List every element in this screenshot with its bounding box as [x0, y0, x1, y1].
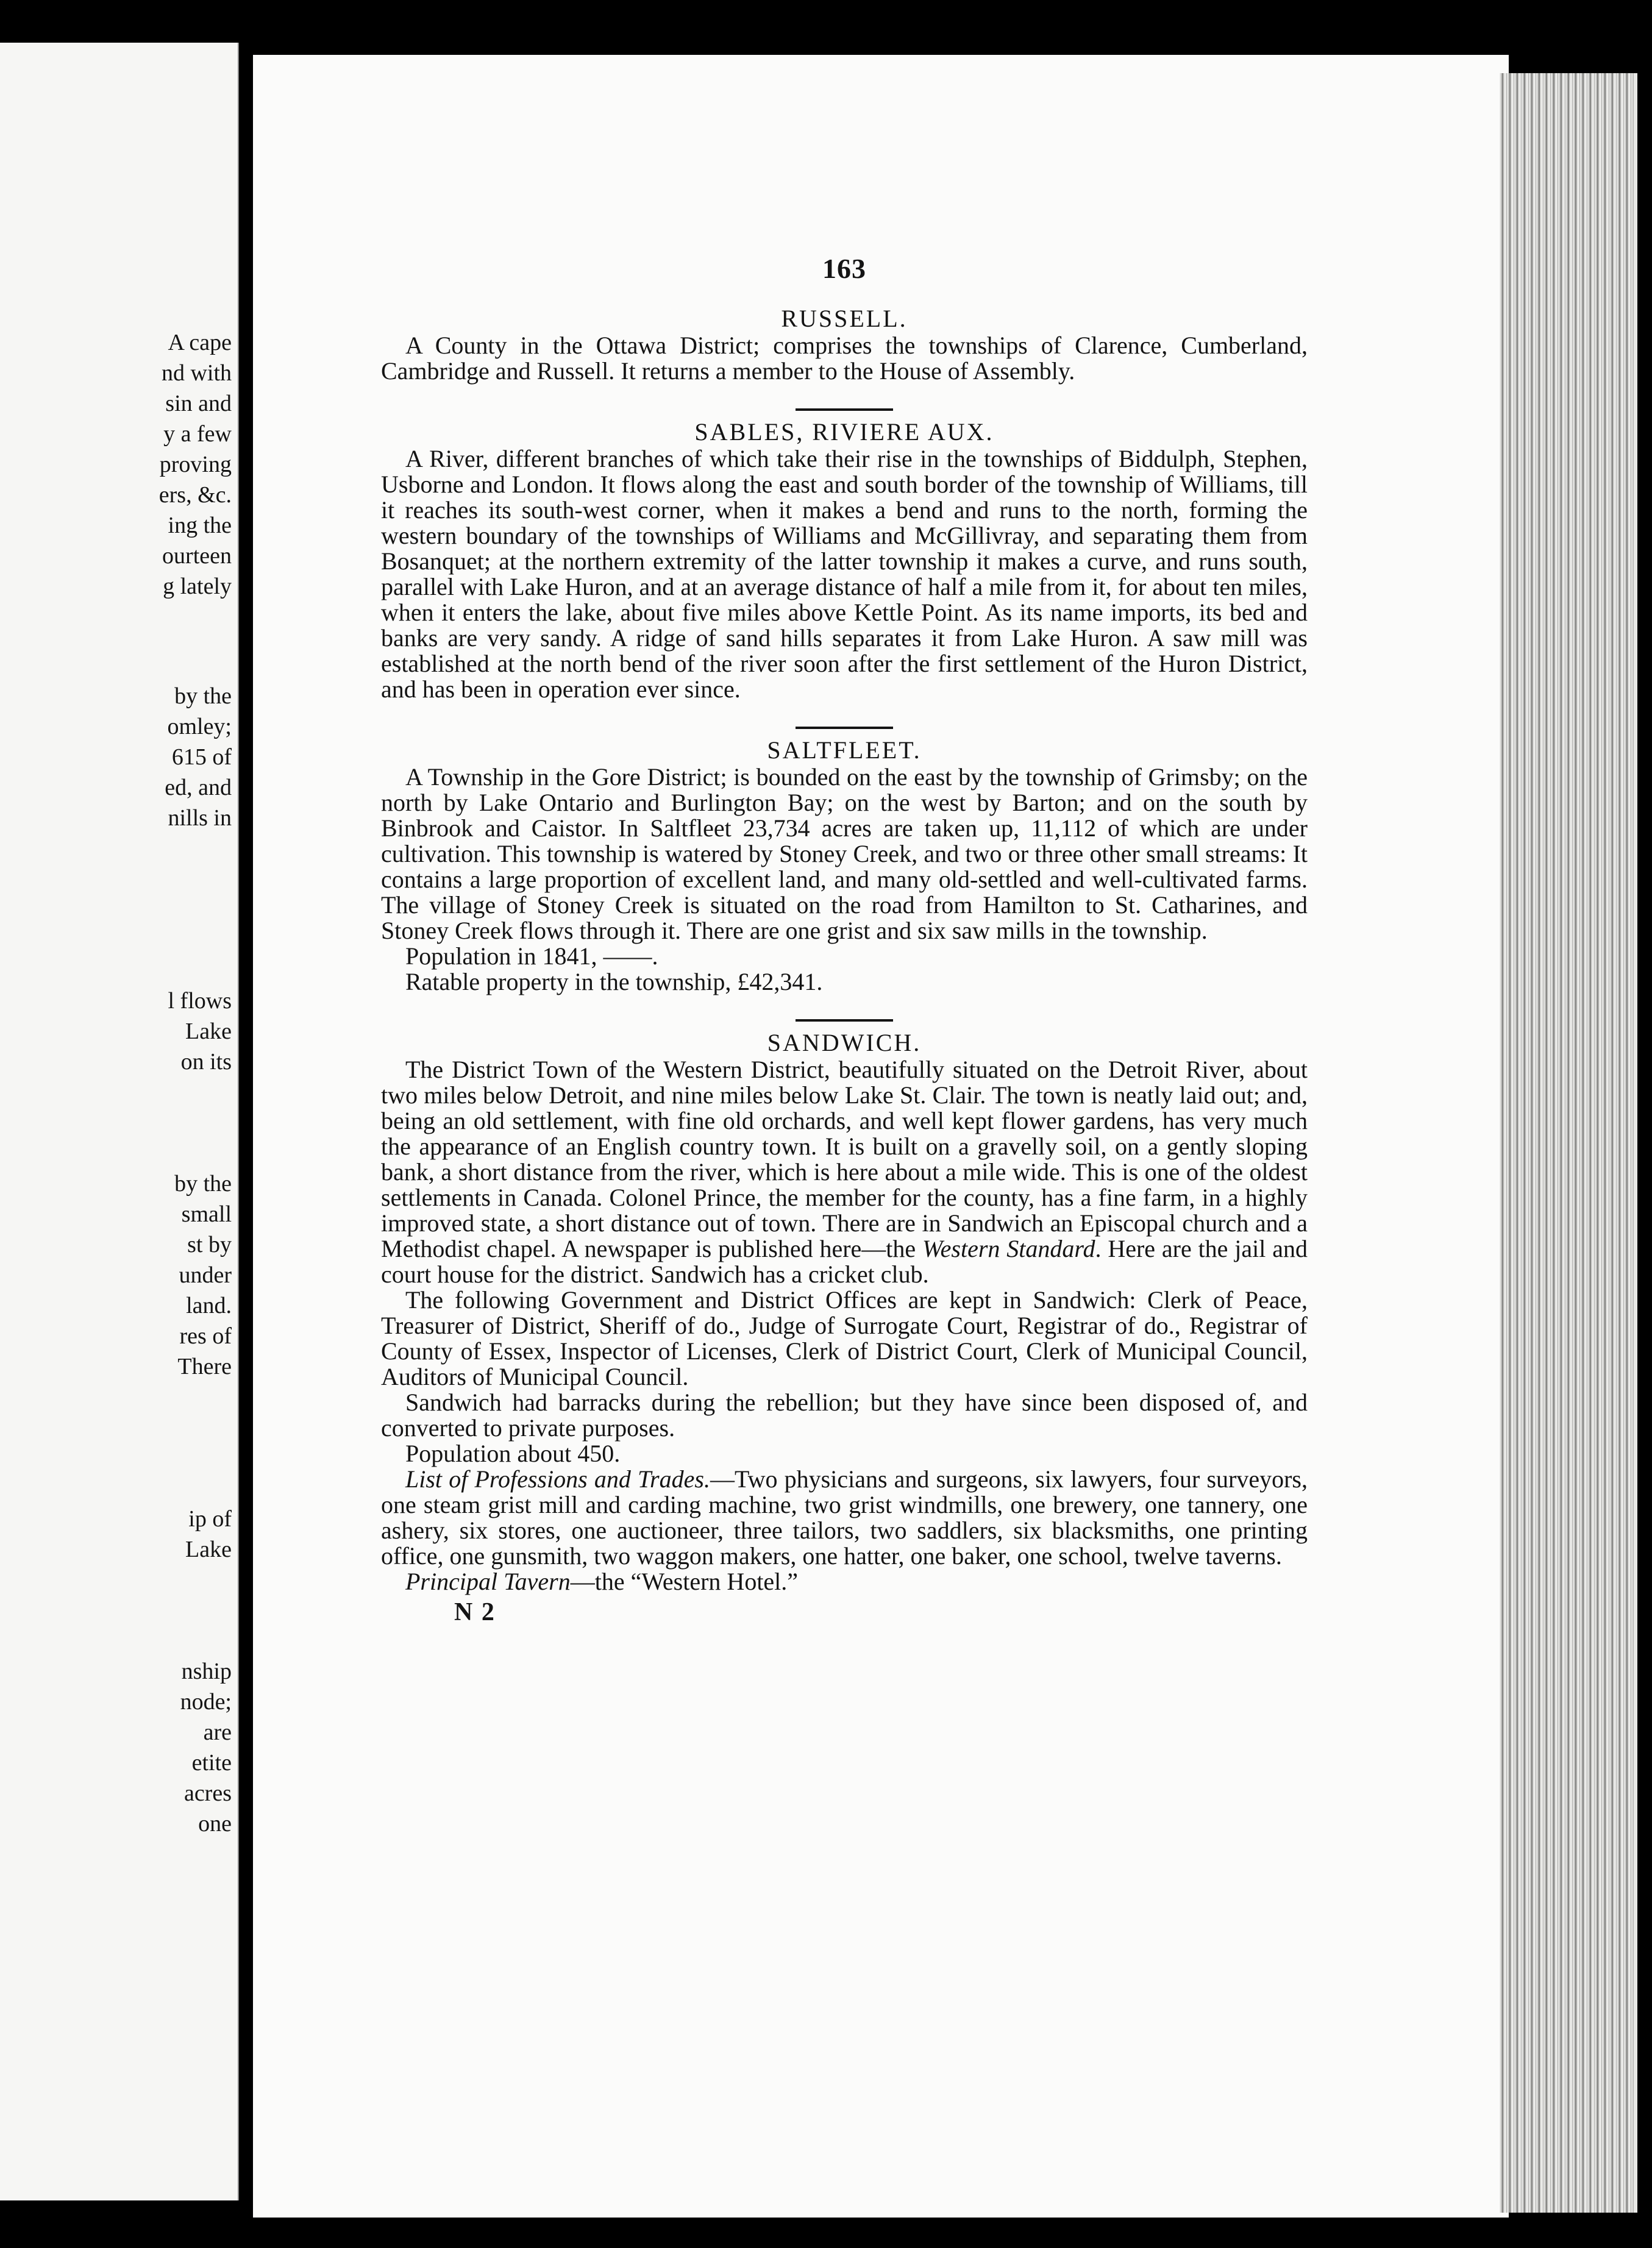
- entry-paragraph: A Township in the Gore District; is bounded on the east by the township of Grimsby; on the north by Lake Ontario and Burlington Bay; on the west by Barton; and on the south by Binbrook and Caistor. In Saltfleet 23,734 acres are taken up, 11,112 of which are under cultivation. This township is watered by Stoney Creek, and two or three other small streams: It contains a large proportion of excellent land, and many old-settled and well-cultivated farms. The village of Stoney Creek is situated on the road from Hamilton to St. Catharines, and Stoney Creek flows through it. There are one grist and six saw mills in the township.: [381, 763, 1308, 944]
- ratable-property-line: Ratable property in the township, £42,341.: [405, 968, 823, 995]
- left-page-fragment: etite: [191, 1750, 232, 1776]
- left-page-fragment: 615 of: [171, 744, 232, 770]
- left-page-fragment: small: [181, 1201, 232, 1227]
- entry-heading: SALTFLEET.: [767, 736, 922, 764]
- left-page-fragment: ing the: [168, 513, 232, 538]
- entry-paragraph: A County in the Ottawa District; comprises the townships of Clarence, Cumberland, Cambridge and Russell. It returns a member to the House of Assembly.: [381, 332, 1308, 385]
- left-page-fragment: ourteen: [162, 543, 232, 569]
- page-edges: [1500, 73, 1637, 2213]
- tavern-line: Principal Tavern—the “Western Hotel.”: [405, 1568, 799, 1595]
- section-rule: [796, 408, 893, 411]
- left-page-fragment: sin and: [165, 391, 232, 416]
- entry-sandwich: [381, 1030, 1308, 1595]
- left-page-fragment: on its: [180, 1049, 232, 1075]
- left-page-fragment: g lately: [163, 574, 232, 599]
- entry-heading: SABLES, RIVIERE AUX.: [694, 418, 994, 446]
- left-page-fragment: ip of: [188, 1506, 232, 1532]
- left-page-fragment: by the: [174, 1171, 232, 1197]
- entry-heading: SANDWICH.: [767, 1029, 922, 1056]
- left-page-fragment: acres: [183, 1780, 232, 1806]
- left-page-fragment: under: [179, 1262, 232, 1288]
- left-page-fragment: st by: [187, 1232, 232, 1257]
- left-page: [0, 43, 239, 2200]
- entry-heading: RUSSELL.: [781, 305, 908, 332]
- left-page-fragment: are: [203, 1720, 232, 1745]
- professions-paragraph: List of Professions and Trades.—Two physicians and surgeons, six lawyers, four surveyors, one steam grist mill and carding machine, two grist windmills, one brewery, one tannery, one ashery, six stores, one auctioneer, three tailors, two saddlers, six blacksmiths, one printing office, one gunsmith, two waggon makers, one hatter, one baker, one school, twelve taverns.: [381, 1465, 1308, 1570]
- left-page-fragment: land.: [186, 1293, 232, 1318]
- left-page-fragment: one: [198, 1811, 232, 1837]
- left-page-fragment: ed, and: [165, 775, 232, 800]
- left-page-fragment: res of: [179, 1323, 232, 1349]
- left-page-fragment: node;: [180, 1689, 232, 1715]
- left-page-fragment: A cape: [168, 330, 232, 355]
- left-page-fragment: omley;: [167, 714, 232, 739]
- left-page-fragment: There: [177, 1354, 232, 1379]
- left-page-fragment: nship: [181, 1659, 232, 1684]
- left-page-fragment: nd with: [161, 360, 232, 386]
- entry-paragraph: The District Town of the Western District, beautifully situated on the Detroit River, about two miles below Detroit, and nine miles below Lake St. Clair. The town is neatly laid out; and, being an old settlement, with fine old orchards, and well kept flower gardens, has very much the appearance of an English country town. It is built on a gravelly soil, on a gently sloping bank, a short distance from the river, which is here about a mile wide. This is one of the oldest settlements in Canada. Colonel Prince, the member for the county, has a fine farm, in a highly improved state, a short distance out of town. There are in Sandwich an Episcopal church and a Methodist chapel. A newspaper is published here—the Western Standard. Here are the jail and court house for the district. Sandwich has a cricket club.: [381, 1056, 1308, 1288]
- section-rule: [796, 727, 893, 729]
- left-page-fragment: y a few: [163, 421, 232, 447]
- page-number: 163: [822, 253, 866, 284]
- entry-sables: [381, 419, 1308, 702]
- entry-paragraph: A River, different branches of which take their rise in the townships of Biddulph, Stephen, Usborne and London. It flows along the east and south border of the township of Williams, till it reaches its south-west corner, when it makes a bend and runs to the north, forming the western boundary of the townships of Williams and McGillivray, and separating them from Bosanquet; at the northern extremity of the latter township it makes a curve, and runs south, parallel with Lake Huron, and at an average distance of half a mile from it, for about ten miles, when it enters the lake, about five miles above Kettle Point. As its name imports, its bed and banks are very sandy. A ridge of sand hills separates it from Lake Huron. A saw mill was established at the north bend of the river soon after the first settlement of the Huron District, and has been in operation ever since.: [381, 445, 1308, 703]
- left-page-fragment: ers, &c.: [158, 482, 232, 508]
- left-page-fragment: proving: [159, 452, 232, 477]
- population-line: Population about 450.: [405, 1440, 621, 1467]
- section-rule: [796, 1019, 893, 1022]
- entry-russell: [381, 306, 1308, 384]
- page-text: [381, 253, 1308, 1626]
- signature-mark: N 2: [454, 1598, 496, 1626]
- entry-paragraph: Sandwich had barracks during the rebellion; but they have since been disposed of, and converted to private purposes.: [381, 1389, 1308, 1442]
- left-page-fragment: Lake: [185, 1019, 232, 1044]
- left-page-fragment: Lake: [185, 1537, 232, 1562]
- population-line: Population in 1841, ——.: [405, 942, 658, 970]
- left-page-fragment: by the: [174, 683, 232, 709]
- left-page-fragment: nills in: [168, 805, 232, 831]
- entry-saltfleet: [381, 738, 1308, 995]
- left-page-fragment: l flows: [168, 988, 232, 1014]
- entry-paragraph: The following Government and District Offices are kept in Sandwich: Clerk of Peace, Treasurer of District, Sheriff of do., Judge of Surrogate Court, Registrar of do., Registrar of County of Essex, Inspector of Licenses, Clerk of District Court, Clerk of Municipal Council, Auditors of Municipal Council.: [381, 1286, 1308, 1390]
